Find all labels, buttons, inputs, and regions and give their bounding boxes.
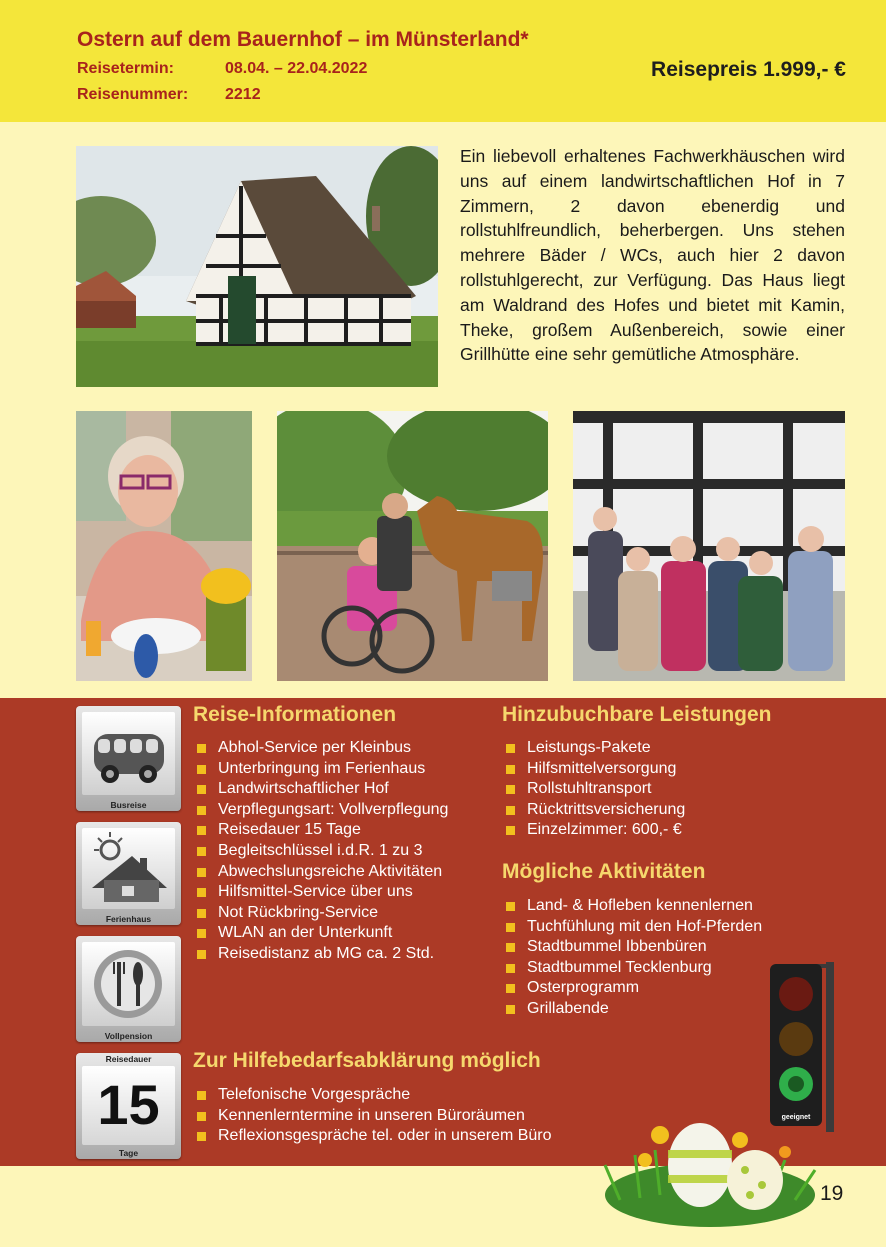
list-item-text: Reflexionsgespräche tel. oder in unserem Büro (218, 1127, 552, 1145)
list-item-text: Leistungs-Pakete (527, 739, 651, 756)
list-item-text: Tuchfühlung mit den Hof-Pferden (527, 917, 763, 935)
bullet-icon (197, 868, 206, 877)
cutlery-icon (82, 942, 175, 1026)
reise-info-list (195, 738, 448, 965)
hilfebedarf-list (195, 1085, 552, 1147)
duration-tile (76, 1053, 181, 1159)
house-caption: Ferienhaus (105, 914, 152, 924)
list-item-text: Unterbringung im Ferienhaus (218, 759, 426, 777)
list-item (195, 1106, 552, 1127)
list-item (195, 738, 448, 759)
house-icon (82, 828, 175, 909)
bus-caption: Busreise (110, 800, 147, 810)
list-item-text: Grillabende (527, 999, 609, 1017)
list-item-text: Reisedauer 15 Tage (218, 821, 361, 839)
list-item-text: Reisedistanz ab MG ca. 2 Std. (218, 944, 435, 962)
easter-eggs-decoration (600, 1080, 820, 1230)
bullet-icon (197, 1091, 206, 1100)
list-item (195, 1085, 552, 1106)
list-item (504, 896, 762, 917)
bus-icon (82, 712, 175, 795)
list-item (195, 779, 448, 800)
list-item-text: Begleitschlüssel i.d.R. 1 zu 3 (218, 841, 423, 859)
duration-number: 15 (82, 1066, 175, 1145)
farmhouse-photo (76, 146, 438, 387)
guest-table-photo (76, 411, 252, 681)
page-number: 19 (820, 1182, 844, 1205)
bullet-icon (197, 1132, 206, 1141)
bullet-icon (506, 964, 515, 973)
bullet-icon (197, 806, 206, 815)
list-item (504, 937, 762, 958)
traffic-light-caption: geeignet (781, 1114, 811, 1121)
number-label: Reisenummer: (77, 86, 189, 103)
list-item-text: Stadtbummel Tecklenburg (527, 958, 712, 976)
bullet-icon (197, 765, 206, 774)
list-item-text: Abwechslungsreiche Aktivitäten (218, 862, 443, 880)
aktivitaeten-list (504, 896, 762, 1020)
list-item (504, 759, 685, 780)
house-tile (76, 822, 181, 925)
list-item (195, 759, 448, 780)
list-item-text: Stadtbummel Ibbenbüren (527, 938, 707, 956)
page-title: Ostern auf dem Bauernhof – im Münsterland* (77, 28, 529, 51)
list-item-text: Osterprogramm (527, 979, 640, 997)
list-item (195, 800, 448, 821)
list-item-text: Rücktrittsversicherung (527, 800, 686, 818)
list-item-text: Rollstuhltransport (527, 780, 652, 798)
list-item (195, 862, 448, 883)
list-item (195, 820, 448, 841)
bus-tile (76, 706, 181, 811)
bullet-icon (506, 943, 515, 952)
intro-paragraph: Ein liebevoll erhaltenes Fachwerkhäuschen wird uns auf einem landwirtschaftlichen Hof in 7 Zimmern, 2 davon ebenerdig und rollstuhlfreundlich, beherbergen. Uns stehen mehrere Bäder / WCs, auch hier 2 davon rollstuhlgerecht, zur Verfügung. Das Haus liegt am Waldrand des Hofes und bietet mit Kamin, Theke, großem Außenbereich, sowie einer Grillhütte eine sehr gemütliche Atmosphäre. (460, 146, 845, 365)
list-item (504, 958, 762, 979)
date-label: Reisetermin: (77, 60, 174, 77)
bullet-icon (197, 909, 206, 918)
group-photo (573, 411, 845, 681)
list-item-text: Kennenlerntermine in unseren Büroräumen (218, 1106, 525, 1124)
bullet-icon (197, 888, 206, 897)
list-item (504, 917, 762, 938)
list-item (195, 944, 448, 965)
hinzubuchbar-heading: Hinzubuchbare Leistungen (502, 703, 772, 726)
list-item-text: Landwirtschaftlicher Hof (218, 780, 389, 798)
easter-eggs-icon (600, 1080, 820, 1230)
reise-info-heading: Reise-Informationen (193, 703, 397, 726)
date-value: 08.04. – 22.04.2022 (225, 60, 368, 77)
duration-bottom-caption: Tage (118, 1148, 139, 1158)
list-item (504, 999, 762, 1020)
list-item-text: Hilfsmittel-Service über uns (218, 883, 413, 901)
list-item-text: Abhol-Service per Kleinbus (218, 739, 411, 756)
price-label: Reisepreis 1.999,- € (651, 58, 846, 81)
list-item (195, 882, 448, 903)
list-item-text: Not Rückbring-Service (218, 903, 379, 921)
bullet-icon (197, 847, 206, 856)
duration-top-caption: Reisedauer (105, 1054, 152, 1064)
bullet-icon (197, 744, 206, 753)
list-item-text: Land- & Hofleben kennenlernen (527, 897, 753, 914)
header-band (0, 0, 886, 122)
bullet-icon (506, 744, 515, 753)
list-item (195, 903, 448, 924)
list-item (504, 978, 762, 999)
bullet-icon (506, 826, 515, 835)
list-item (504, 738, 685, 759)
list-item (504, 779, 685, 800)
list-item-text: Verpflegungsart: Vollverpflegung (218, 800, 449, 818)
meal-tile (76, 936, 181, 1042)
hinzubuchbar-list (504, 738, 685, 841)
bullet-icon (197, 950, 206, 959)
number-value: 2212 (225, 86, 261, 103)
bullet-icon (506, 765, 515, 774)
bullet-icon (506, 984, 515, 993)
list-item (195, 1126, 552, 1147)
list-item-text: Einzelzimmer: 600,- € (527, 821, 682, 839)
bullet-icon (197, 1112, 206, 1121)
list-item-text: Telefonische Vorgespräche (218, 1086, 411, 1103)
list-item-text: Hilfsmittelversorgung (527, 759, 677, 777)
list-item (195, 841, 448, 862)
bullet-icon (506, 806, 515, 815)
bullet-icon (506, 1005, 515, 1014)
list-item (504, 820, 685, 841)
bullet-icon (506, 902, 515, 911)
bullet-icon (506, 923, 515, 932)
bullet-icon (506, 785, 515, 794)
list-item (195, 923, 448, 944)
meal-caption: Vollpension (104, 1031, 153, 1041)
bullet-icon (197, 929, 206, 938)
hilfebedarf-heading: Zur Hilfebedarfsabklärung möglich (193, 1049, 541, 1072)
aktivitaeten-heading: Mögliche Aktivitäten (502, 860, 706, 883)
list-item-text: WLAN an der Unterkunft (218, 924, 393, 942)
horse-photo (277, 411, 548, 681)
list-item (504, 800, 685, 821)
bullet-icon (197, 785, 206, 794)
bullet-icon (197, 826, 206, 835)
